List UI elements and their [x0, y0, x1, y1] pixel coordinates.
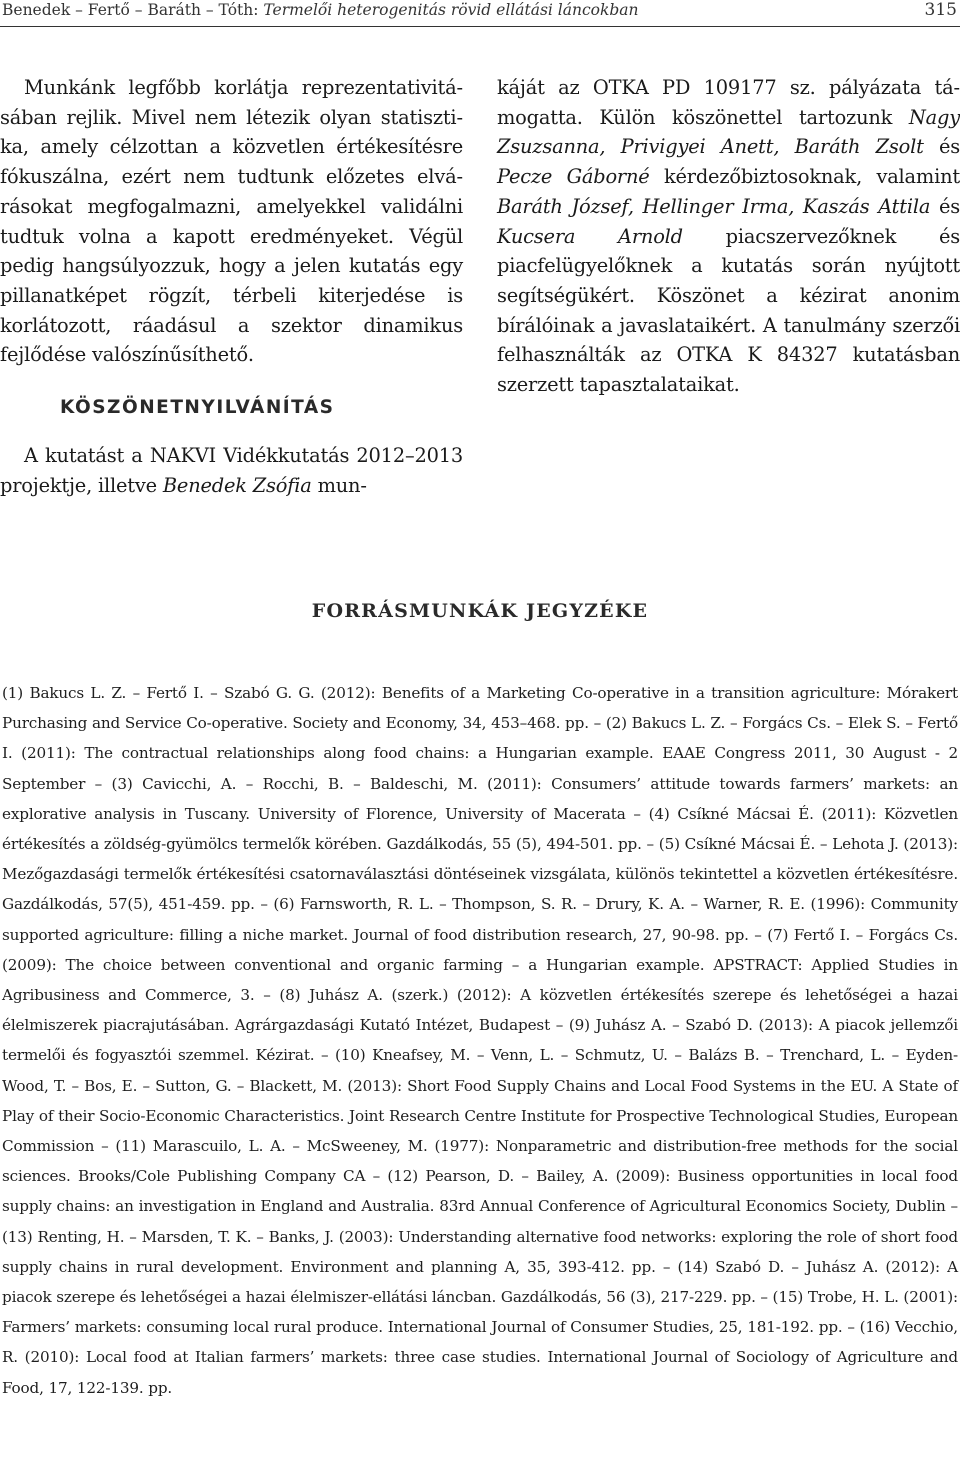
- ack-cont-text-2: és: [923, 135, 960, 159]
- ack-cont-names-1: Nagy Zsuzsanna, Privigyei Anett, Baráth Zsolt: [497, 105, 960, 159]
- running-header: [0, 0, 960, 27]
- ack-cont-names-4: Kucsera Arnold: [497, 224, 683, 248]
- acknowledgements-continued: [497, 73, 960, 400]
- limitations-paragraph: Munkánk legfőbb korlátja reprezentativitásában rejlik. Mivel nem létezik olyan statisztika, amely célzottan a közvetlen értékesítésre fókuszálna, ezért nem tudtunk előzetes elvárásokat megfogalmazni, amelyekkel validálni tudtuk volna a kapott eredményeket. Végül pedig hangsúlyozzuk, hogy a jelen kutatás egy pillanatképet rögzít, térbeli kiterjedése is korlátozott, ráadásul a szektor dinamikus fejlődése valószínűsíthető.: [0, 76, 463, 367]
- running-head: [2, 1, 639, 19]
- ack-cont-text-1: káját az OTKA PD 109177 sz. pályázata támogatta. Külön köszönettel tartozunk: [497, 76, 960, 129]
- ack-cont-text-3: kérdezőbiztosoknak, valamint: [649, 165, 960, 189]
- ack-cont-text-4: és: [930, 194, 960, 218]
- ack-text-start: A kutatást a NAKVI Vidékkutatás 2012–2013 projektje, illetve: [0, 444, 463, 497]
- ack-cont-text-5: piacszervezőknek és piacfelügyelőknek a kutatás során nyújtott segítségükért. Köszönet a kézirat anonim bírálóinak a javaslataikért. A tanulmány szerzői felhasználták az OTKA K 84327 kutatásban szerzett tapasztalataikat.: [497, 224, 960, 397]
- page-number: 315: [924, 0, 957, 20]
- running-head-authors: Benedek – Fertő – Baráth – Tóth:: [2, 1, 264, 19]
- references-list: (1) Bakucs L. Z. – Fertő I. – Szabó G. G. (2012): Benefits of a Marketing Co-operative in a transition agriculture: Mórakert Purchasing and Service Co-operative. Society and Economy, 34, 453–468. pp. – (2) Bakucs L. Z. – Forgács Cs. – Elek S. – Fertő I. (2011): The contractual relationships along food chains: a Hungarian example. EAAE Congress 2011, 30 August - 2 September – (3) Cavicchi, A. – Rocchi, B. – Baldeschi, M. (2011): Consumers’ attitude towards farmers’ markets: an explorative analysis in Tuscany. University of Florence, University of Macerata – (4) Csíkné Mácsai É. (2011): Közvetlen értékesítés a zöldség-gyümölcs termelők körében. Gazdálkodás, 55 (5), 494-501. pp. – (5) Csíkné Mácsai É. – Lehota J. (2013): Mezőgazdasági termelők értékesítési csatornaválasztási döntéseinek vizsgálata, különös tekintettel a közvetlen értékesítésre. Gazdálkodás, 57(5), 451-459. pp. – (6) Farnsworth, R. L. – Thompson, S. R. – Drury, K. A. – Warner, R. E. (1996): Community supported agriculture: filling a niche market. Journal of food distribution research, 27, 90-98. pp. – (7) Fertő I. – Forgács Cs. (2009): The choice between conventional and organic farming – a Hungarian example. APSTRACT: Applied Studies in Agribusiness and Commerce, 3. – (8) Juhász A. (szerk.) (2012): A közvetlen értékesítés szerepe és lehetőségei a hazai élelmiszerek piacrajutásában. Agrárgazdasági Kutató Intézet, Budapest – (9) Juhász A. – Szabó D. (2013): A piacok jellemzői termelői és fogyasztói szemmel. Kézirat. – (10) Kneafsey, M. – Venn, L. – Schmutz, U. – Balázs B. – Trenchard, L. – Eyden-Wood, T. – Bos, E. – Sutton, G. – Blackett, M. (2013): Short Food Supply Chains and Local Food Systems in the EU. A State of Play of their Socio-Economic Characteristics. Joint Research Centre Institute for Prospective Technological Studies, European Commission – (11) Marascuilo, L. A. – McSweeney, M. (1977): Nonparametric and distribution-free methods for the social sciences. Brooks/Cole Publishing Company CA – (12) Pearson, D. – Bailey, A. (2009): Business opportunities in local food supply chains: an investigation in England and Australia. 83rd Annual Conference of Agricultural Economics Society, Dublin – (13) Renting, H. – Marsden, T. K. – Banks, J. (2003): Understanding alternative food networks: exploring the role of short food supply chains in rural development. Environment and planning A, 35, 393-412. pp. – (14) Szabó D. – Juhász A. (2012): A piacok szerepe és lehetőségei a hazai élelmiszer-ellátási láncban. Gazdálkodás, 56 (3), 217-229. pp. – (15) Trobe, H. L. (2001): Farmers’ markets: consuming local rural produce. International Journal of Consumer Studies, 25, 181-192. pp. – (16) Vecchio, R. (2010): Local food at Italian farmers’ markets: three case studies. International Journal of Sociology of Agriculture and Food, 17, 122-139. pp.: [2, 684, 958, 1397]
- references-heading: FORRÁSMUNKÁK JEGYZÉKE: [311, 600, 649, 622]
- ack-name: Benedek Zsófia: [162, 473, 312, 497]
- ack-text-end: mun-: [311, 473, 367, 497]
- acknowledgements-paragraph: [0, 441, 463, 500]
- left-column: [0, 73, 463, 500]
- ack-cont-names-3: Baráth József, Hellinger Irma, Kaszás Attila: [497, 194, 931, 218]
- ack-cont-names-2: Pecze Gáborné: [497, 165, 650, 189]
- acknowledgements-heading: KÖSZÖNETNYILVÁNÍTÁS: [60, 397, 335, 419]
- running-head-title: Termelői heterogenitás rövid ellátási láncokban: [263, 1, 639, 19]
- right-column: [497, 73, 960, 400]
